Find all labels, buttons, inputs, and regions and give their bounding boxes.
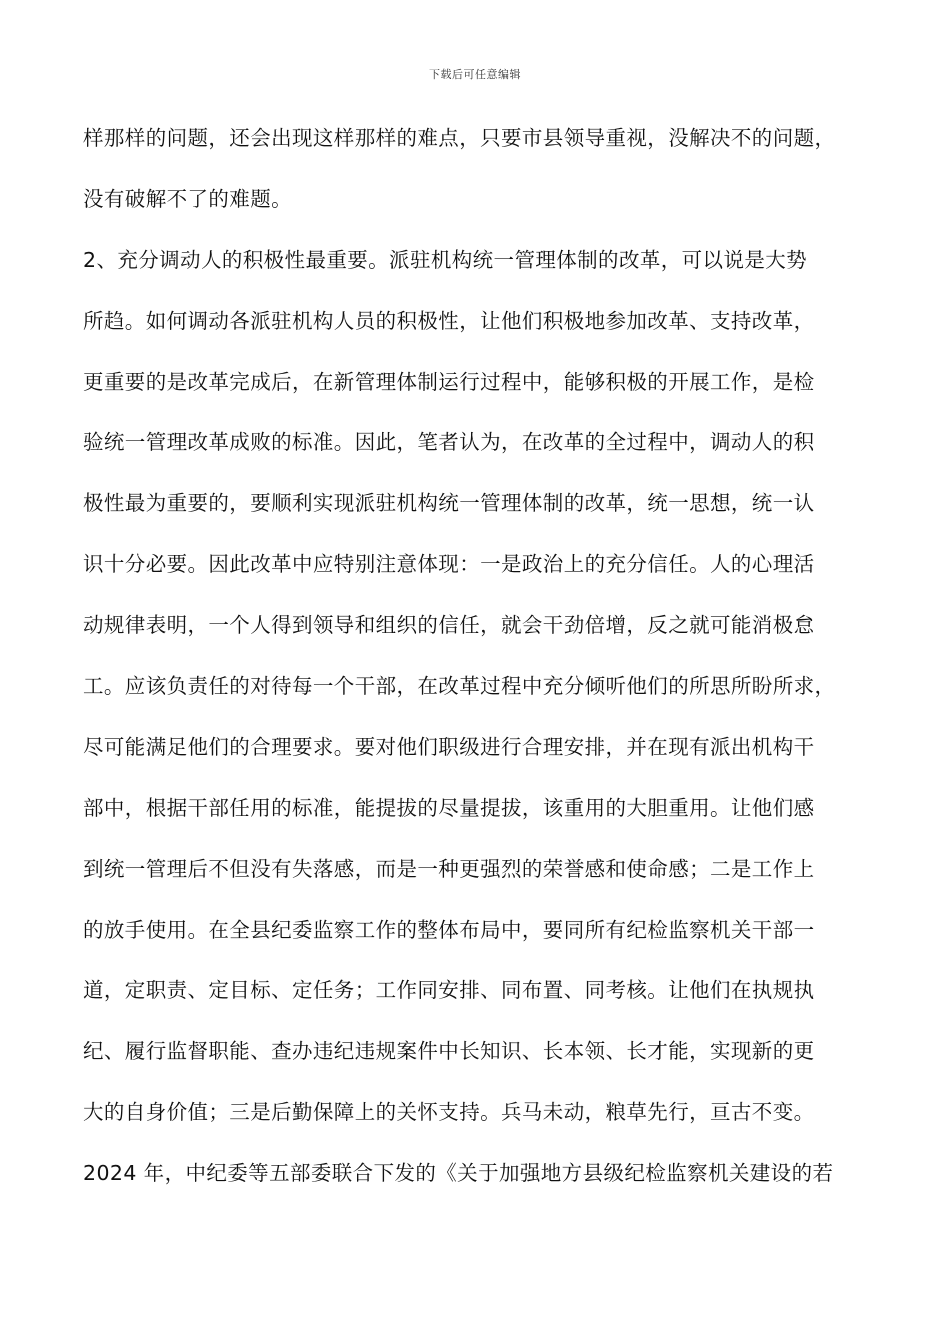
text-line: 道，定职责、定目标、定任务；工作同安排、同布置、同考核。让他们在执规执	[83, 978, 815, 1003]
document-body	[83, 120, 883, 1216]
text-line: 到统一管理后不但没有失落感，而是一种更强烈的荣誉感和使命感；二是工作上	[83, 856, 815, 881]
text-line: 大的自身价值；三是后勤保障上的关怀支持。兵马未动，粮草先行，亘古不变。	[83, 1100, 815, 1125]
text-line: 极性最为重要的，要顺利实现派驻机构统一管理体制的改革，统一思想，统一认	[83, 491, 815, 516]
text-line: 没有破解不了的难题。	[83, 186, 292, 211]
text-line: 纪、履行监督职能、查办违纪违规案件中长知识、长本领、长才能，实现新的更	[83, 1039, 815, 1064]
text-line: 动规律表明，一个人得到领导和组织的信任，就会干劲倍增，反之就可能消极怠	[83, 613, 815, 638]
text-line: 样那样的问题，还会出现这样那样的难点，只要市县领导重视，没解决不的问题，	[83, 126, 836, 150]
text-line: 识十分必要。因此改革中应特别注意体现：一是政治上的充分信任。人的心理活	[83, 552, 815, 577]
text-line: 的放手使用。在全县纪委监察工作的整体布局中，要同所有纪检监察机关干部一	[83, 917, 815, 942]
text-line: 尽可能满足他们的合理要求。要对他们职级进行合理安排，并在现有派出机构干	[83, 734, 815, 759]
text-line: 部中，根据干部任用的标准，能提拔的尽量提拔，该重用的大胆重用。让他们感	[83, 795, 815, 820]
text-line: 所趋。如何调动各派驻机构人员的积极性，让他们积极地参加改革、支持改革，	[83, 308, 815, 333]
text-line: 2、充分调动人的积极性最重要。派驻机构统一管理体制的改革，可以说是大势	[83, 247, 808, 272]
text-line: 更重要的是改革完成后，在新管理体制运行过程中，能够积极的开展工作，是检	[83, 369, 815, 394]
page-header: 下载后可任意编辑	[429, 68, 521, 81]
text-line: 验统一管理改革成败的标准。因此，笔者认为，在改革的全过程中，调动人的积	[83, 430, 815, 455]
text-line: 工。应该负责任的对待每一个干部，在改革过程中充分倾听他们的所思所盼所求，	[83, 674, 836, 699]
text-line: 2024 年，中纪委等五部委联合下发的《关于加强地方县级纪检监察机关建设的若	[83, 1161, 834, 1186]
